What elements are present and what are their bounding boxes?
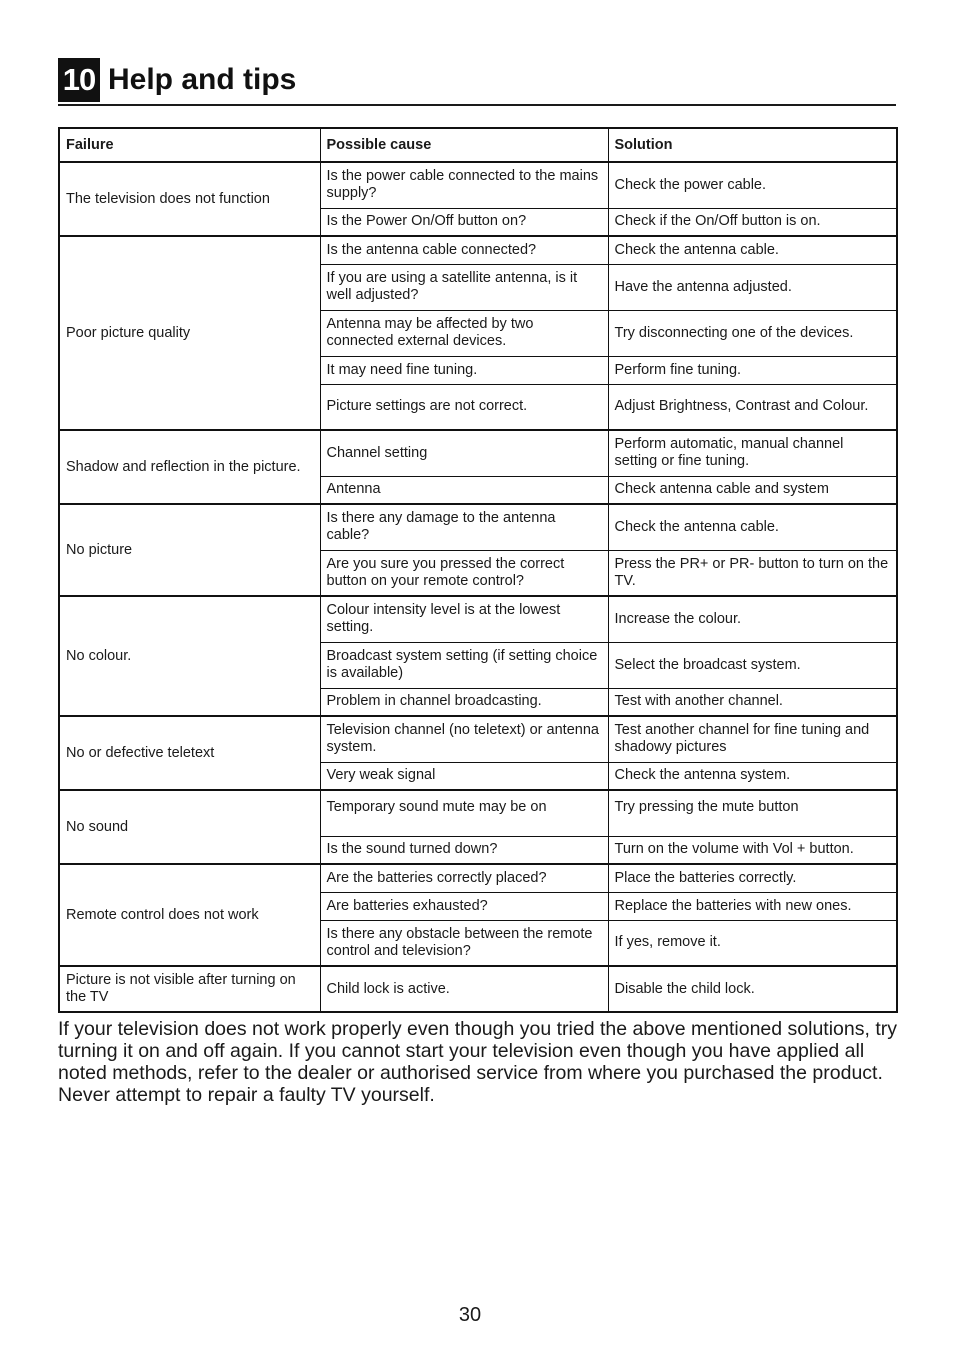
cause-cell: Antenna may be affected by two connected external devices.: [320, 310, 608, 356]
failure-cell: Shadow and reflection in the picture.: [59, 430, 320, 504]
table-row: [59, 162, 897, 208]
cause-cell: Antenna: [320, 476, 608, 504]
failure-group-poor-picture: [59, 236, 897, 430]
failure-cell: No sound: [59, 790, 320, 864]
solution-cell: Select the broadcast system.: [608, 642, 897, 688]
table-row: [59, 864, 897, 892]
cause-cell: Is there any obstacle between the remote control and television?: [320, 920, 608, 966]
solution-cell: Have the antenna adjusted.: [608, 264, 897, 310]
cause-cell: Problem in channel broadcasting.: [320, 688, 608, 716]
solution-cell: Place the batteries correctly.: [608, 864, 897, 892]
solution-cell: Check antenna cable and system: [608, 476, 897, 504]
solution-cell: Try pressing the mute button: [608, 790, 897, 836]
solution-cell: Try disconnecting one of the devices.: [608, 310, 897, 356]
cause-cell: Very weak signal: [320, 762, 608, 790]
cause-cell: Temporary sound mute may be on: [320, 790, 608, 836]
solution-cell: Check the antenna cable.: [608, 236, 897, 264]
cause-cell: Is there any damage to the antenna cable?: [320, 504, 608, 550]
cause-cell: Child lock is active.: [320, 966, 608, 1012]
troubleshooting-table: [58, 127, 898, 1013]
table-row: [59, 596, 897, 642]
failure-cell: Remote control does not work: [59, 864, 320, 966]
failure-cell: No or defective teletext: [59, 716, 320, 790]
failure-cell: No colour.: [59, 596, 320, 716]
solution-cell: Replace the batteries with new ones.: [608, 892, 897, 920]
table-row: [59, 504, 897, 550]
cause-cell: If you are using a satellite antenna, is it well adjusted?: [320, 264, 608, 310]
cause-cell: Broadcast system setting (if setting choice is available): [320, 642, 608, 688]
failure-group-shadow-reflection: [59, 430, 897, 504]
cause-cell: Is the sound turned down?: [320, 836, 608, 864]
page-header: [58, 58, 896, 106]
failure-group-no-picture: [59, 504, 897, 596]
failure-cell: Picture is not visible after turning on the TV: [59, 966, 320, 1012]
solution-cell: Perform automatic, manual channel setting or fine tuning.: [608, 430, 897, 476]
cause-cell: Is the antenna cable connected?: [320, 236, 608, 264]
table-row: [59, 236, 897, 264]
table-header-row: [59, 128, 897, 162]
solution-cell: Perform fine tuning.: [608, 356, 897, 384]
solution-cell: Test another channel for fine tuning and shadowy pictures: [608, 716, 897, 762]
solution-cell: Adjust Brightness, Contrast and Colour.: [608, 384, 897, 430]
cause-cell: Is the power cable connected to the mains supply?: [320, 162, 608, 208]
cause-cell: Are batteries exhausted?: [320, 892, 608, 920]
cause-cell: Colour intensity level is at the lowest setting.: [320, 596, 608, 642]
cause-cell: It may need fine tuning.: [320, 356, 608, 384]
column-header-possible-cause: Possible cause: [320, 128, 608, 162]
solution-cell: Increase the colour.: [608, 596, 897, 642]
cause-cell: Channel setting: [320, 430, 608, 476]
cause-cell: Television channel (no teletext) or antenna system.: [320, 716, 608, 762]
solution-cell: Check the antenna cable.: [608, 504, 897, 550]
solution-cell: Press the PR+ or PR- button to turn on the TV.: [608, 550, 897, 596]
footer-note: If your television does not work properly even though you tried the above mentioned solutions, try turning it on and off again. If you cannot start your television even though you have applied all noted methods, refer to the dealer or authorised service from where you purchased the product. Never attempt to repair a faulty TV yourself.: [58, 1018, 897, 1106]
chapter-number: 10: [58, 58, 100, 102]
failure-group-remote-control: [59, 864, 897, 966]
failure-cell: The television does not function: [59, 162, 320, 236]
solution-cell: If yes, remove it.: [608, 920, 897, 966]
failure-group-no-colour: [59, 596, 897, 716]
cause-cell: Is the Power On/Off button on?: [320, 208, 608, 236]
page-title: Help and tips: [108, 63, 297, 96]
failure-group-tv-not-function: [59, 162, 897, 236]
cause-cell: Are you sure you pressed the correct button on your remote control?: [320, 550, 608, 596]
solution-cell: Check the antenna system.: [608, 762, 897, 790]
table-row: [59, 430, 897, 476]
page-number: 30: [458, 1304, 482, 1326]
solution-cell: Check if the On/Off button is on.: [608, 208, 897, 236]
failure-group-picture-not-visible: [59, 966, 897, 1012]
solution-cell: Turn on the volume with Vol + button.: [608, 836, 897, 864]
column-header-solution: Solution: [608, 128, 897, 162]
failure-group-no-sound: [59, 790, 897, 864]
solution-cell: Disable the child lock.: [608, 966, 897, 1012]
solution-cell: Test with another channel.: [608, 688, 897, 716]
table-row: [59, 716, 897, 762]
failure-group-teletext: [59, 716, 897, 790]
table-row: [59, 966, 897, 1012]
solution-cell: Check the power cable.: [608, 162, 897, 208]
column-header-failure: Failure: [59, 128, 320, 162]
cause-cell: Picture settings are not correct.: [320, 384, 608, 430]
failure-cell: Poor picture quality: [59, 236, 320, 430]
failure-cell: No picture: [59, 504, 320, 596]
cause-cell: Are the batteries correctly placed?: [320, 864, 608, 892]
table-row: [59, 790, 897, 836]
